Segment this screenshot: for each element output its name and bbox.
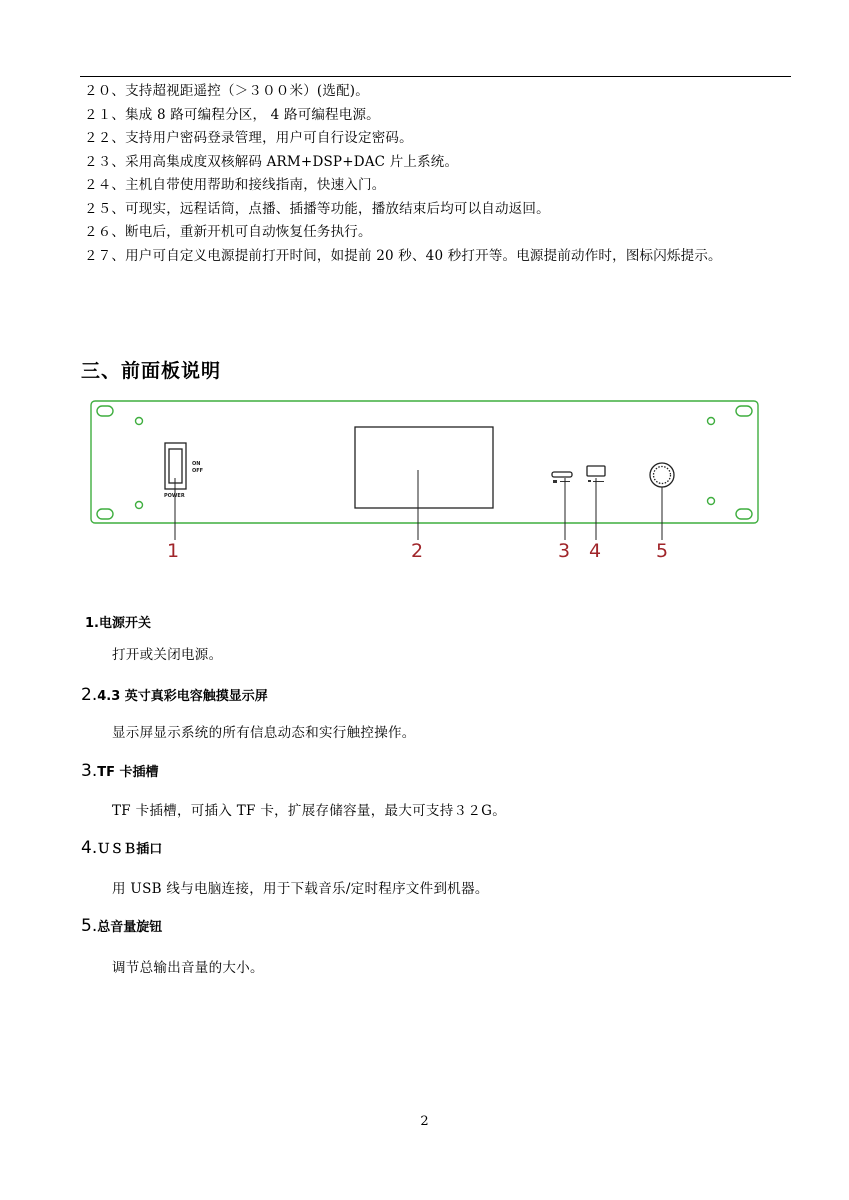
feature-item-20: ２０、支持超视距遥控（＞３００米）(选配)。 [84, 83, 369, 99]
screw-hole [136, 502, 143, 509]
display-screen [355, 427, 493, 508]
power-label: POWER [164, 493, 185, 499]
heading-volume-knob: 5.总音量旋钮 [81, 916, 163, 936]
desc-tf-slot: TF 卡插槽，可插入 TF 卡，扩展存储容量，最大可支持３２G。 [112, 803, 506, 819]
page-number: 2 [420, 1114, 429, 1129]
desc-display: 显示屏显示系统的所有信息动态和实行触控操作。 [112, 725, 416, 741]
usb-icon [588, 480, 591, 482]
desc-power-switch: 打开或关闭电源。 [112, 647, 223, 663]
section-title: 三、前面板说明 [81, 360, 222, 382]
mount-slot-bottom-left [97, 509, 113, 519]
tf-card-slot [552, 472, 572, 477]
usb-port [587, 466, 605, 476]
feature-item-23: ２３、采用高集成度双核解码 ARM+DSP+DAC 片上系统。 [84, 153, 459, 170]
switch-off-label: OFF [192, 468, 204, 474]
screw-hole [708, 418, 715, 425]
desc-usb-port: 用 USB 线与电脑连接，用于下载音乐/定时程序文件到机器。 [112, 881, 489, 897]
mount-slot-bottom-right [736, 509, 752, 519]
screw-hole [708, 498, 715, 505]
heading-usb-port: 4.ＵＳＢ插口 [81, 838, 163, 858]
feature-item-24: ２４、主机自带使用帮助和接线指南，快速入门。 [84, 177, 386, 193]
callout-2: 2 [411, 540, 424, 562]
feature-item-25: ２５、可现实，远程话筒，点播、插播等功能，播放结束后均可以自动返回。 [84, 200, 550, 217]
feature-item-27: ２７、用户可自定义电源提前打开时间，如提前 20 秒、40 秒打开等。电源提前动作时，图标闪烁提示。 [84, 247, 722, 264]
feature-item-22: ２２、支持用户密码登录管理，用户可自行设定密码。 [84, 130, 413, 146]
heading-tf-slot: 3.TF 卡插槽 [81, 761, 159, 781]
callout-3: 3 [558, 540, 571, 562]
tf-icon [553, 480, 557, 483]
mount-slot-top-left [97, 406, 113, 416]
screw-hole [136, 418, 143, 425]
feature-item-21: ２１、集成 8 路可编程分区， 4 路可编程电源。 [84, 106, 380, 123]
callout-1: 1 [167, 540, 180, 562]
callout-4: 4 [589, 540, 602, 562]
heading-power-switch: 1.电源开关 [85, 616, 151, 631]
desc-volume-knob: 调节总输出音量的大小。 [112, 960, 264, 976]
mount-slot-top-right [736, 406, 752, 416]
volume-knob-ring [654, 467, 671, 484]
switch-on-label: ON [192, 461, 201, 467]
heading-display: 2.4.3 英寸真彩电容触摸显示屏 [81, 685, 268, 705]
feature-item-26: ２６、断电后，重新开机可自动恢复任务执行。 [84, 224, 372, 240]
power-switch-rocker [169, 449, 182, 483]
callout-5: 5 [656, 540, 669, 562]
